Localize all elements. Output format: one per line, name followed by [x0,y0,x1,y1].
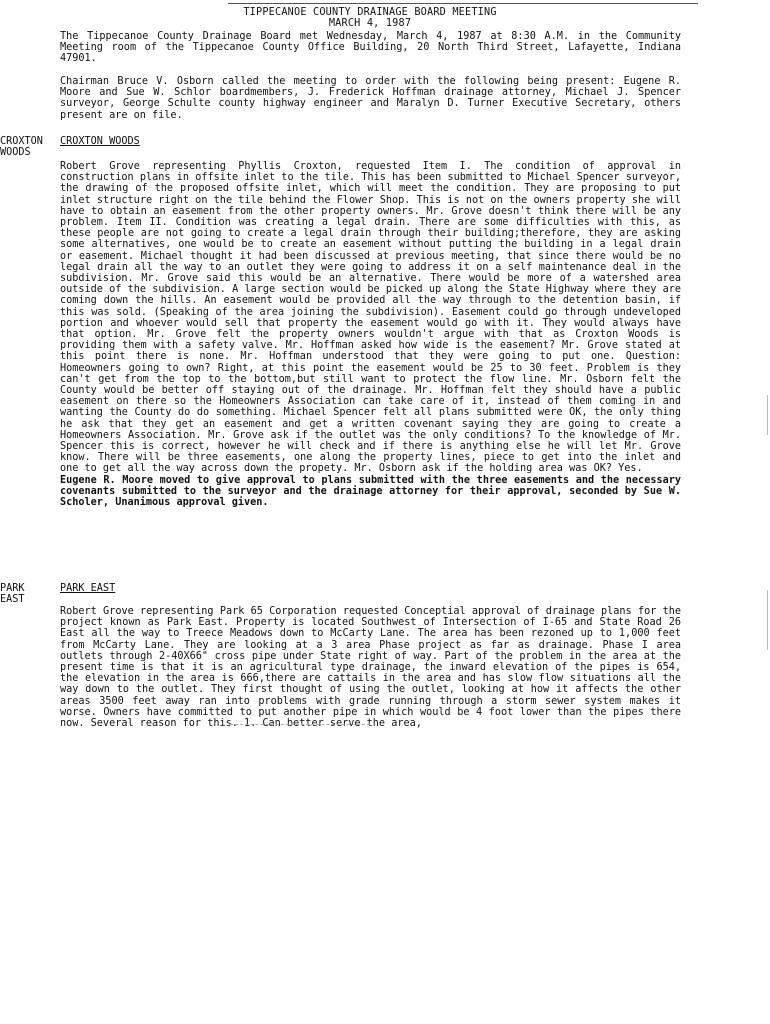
croxton-woods-text: Robert Grove representing Phyllis Croxton, requested Item I. The condition of approval in construction plans in offsite inlet to the tile. This has been submitted to Michael Spencer surveyor, the drawing of the proposed offsite inlet, which will meet the condition. They are proposing to put inlet structure right on the tile behind the Flower Shop. This is not on the owners property she will have to obtain an easement from the other property owners. Mr. Grove doesn't think there will be any problem. Item II. Condition was creating a legal drain. There are some difficulties with this, as these people are not going to create a legal drain through their building;therefore, they are asking some alternatives, one would be to create an easement without putting the building in a legal drain or easement. Michael thought it had been discussed at previous meeting, that since there would be no legal drain all the way to an outlet they were going to address it on a self maintenance deal in the subdivision. Mr. Grove said this would be an alternative. There would be more of a watershed area outside of the subdivision. A large section would be picked up along the State Highway where they are coming down the hills. An easement would be provided all the way through to the detention basin, if this was sold. (Speaking of the area joining the subdivision). Easement could go through undeveloped portion and whoever would sell that property the easement would go with it. They would always have that option. Mr. Grove felt the property owners wouldn't argue with that as Croxton Woods is providing them with a safety valve. Mr. Hoffman asked how wide is the easement? Mr. Grove stated at this point there is none. Mr. Hoffman understood that they were going to put one. Question: Homeowners going to own? Right, at this point the easement would be 25 to 30 feet. Problem is they can't get from the top to the bottom,but still want to protect the flow line. Mr. Osborn felt the County would be better off staying out of the drainage. Mr. Hoffman felt they should have a public easement on there so the Homeowners Association can take care of it, instead of them coming in and wanting the County do do something. Michael Spencer felt all plans submitted were OK, the only thing he ask that they get an easement and get a written covenant saying they are going to create a Homeowners Association. Mr. Grove ask if the outlet was the only conditions? To the knowledge of Mr. Spencer this is correct, however he will check and if there is anything else he will let Mr. Grove know. There will be three easements, one along the property lines, piece to get into the inlet and one to get all the way across down the propety. Mr. Osborn ask if the holding area was OK? Yes. [60,161,681,475]
margin-label-croxton-woods: CROXTON WOODS [0,136,43,159]
margin-label-park-east: PARK EAST [0,583,25,606]
park-east-body [60,606,681,729]
attendance-text: Chairman Bruce V. Osborn called the meeting to order with the following being present: Eugene R. Moore and Sue W. Schlor boardmembers, J. Frederick Hoffman drainage attorney, Michael J. Spencer surveyor, George Schulte county highway engineer and Maralyn D. Turner Executive Secretary, others present are on file. [60,76,681,121]
header-rule [228,3,698,4]
intro-paragraph [60,31,681,65]
section-heading-croxton-woods: CROXTON WOODS [60,136,140,147]
document-title: TIPPECANOE COUNTY DRAINAGE BOARD MEETING [243,7,497,18]
croxton-woods-body [60,161,681,508]
park-east-text: Robert Grove representing Park 65 Corporation requested Conceptial approval of drainage plans for the project known as Park East. Property is located Southwest of Intersection of I-65 and State Road 26 East all the way to Treece Meadows down to McCarty Lane. The area has been rezoned up to 1,000 feet from McCarty Lane. They are looking at a 3 area Phase project as far as drainage. Phase I area outlets through 2-40X66" cross pipe under State right of way. Part of the problem in the area at the present time is that it is an agricultural type drainage, the inward elevation of the pipes is 654, the elevation in the area is 666,there are cattails in the area and has slow flow situations all the way down to the outlet. They first thought of using the outlet, looking at how it affects the other areas 3500 feet away ran into problems with grade running through a storm sewer system makes it worse. Owners have committed to put another pipe in which would be 4 foot lower than the pipes there now. Several reason for this. 1. Can better serve the area, [60,606,681,730]
scan-edge-mark [767,395,768,435]
scan-edge-mark-lower [767,590,768,650]
attendance-paragraph [60,76,681,121]
section-heading-park-east: PARK EAST [60,583,116,594]
intro-text: The Tippecanoe County Drainage Board met Wednesday, March 4, 1987 at 8:30 A.M. in the Community Meeting room of the Tippecanoe County Office Building, 20 North Third Street, Lafayette, Indiana 47901. [60,31,681,65]
croxton-woods-motion: Eugene R. Moore moved to give approval to plans submitted with the three easements and the necessary covenants submitted to the surveyor and the drainage attorney for their approval, seconded by Sue W. Scholer, Unanimous approval given. [60,474,681,509]
scan-artifact-line [230,724,370,726]
meeting-date: MARCH 4, 1987 [328,18,412,29]
